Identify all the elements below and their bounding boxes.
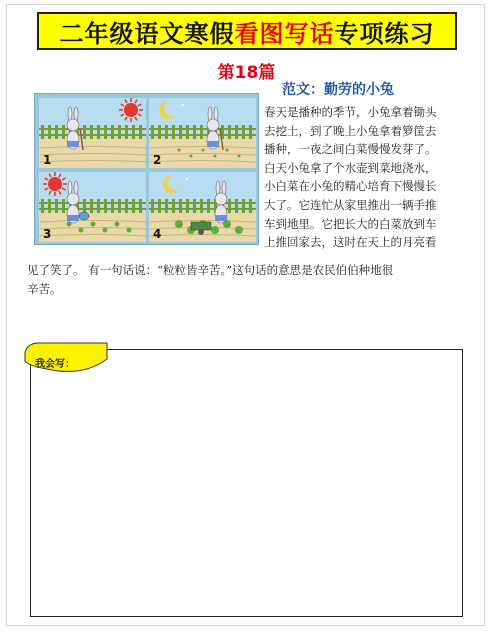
panel-number: 1 (43, 153, 52, 167)
passage-line: 上推回家去，这时在天上的月亮看 (264, 235, 437, 250)
seedling (238, 155, 241, 158)
fence-post (193, 199, 196, 213)
sun-icon (124, 103, 138, 117)
fence-post (249, 125, 252, 139)
seedling (178, 149, 181, 152)
article-number: 第18篇 (217, 63, 276, 83)
fence-post (235, 199, 238, 213)
rabbit-ear (74, 107, 78, 121)
rabbit-ear (222, 181, 226, 195)
seedling (103, 228, 108, 233)
rabbit-shorts (67, 141, 79, 147)
fence-post (200, 125, 203, 139)
rabbit-ear (208, 107, 212, 121)
fence-post (235, 125, 238, 139)
fence-post (151, 199, 154, 213)
ground (39, 138, 146, 168)
passage-line: 去挖土，到了晚上小兔拿着箩筐去 (264, 123, 437, 138)
passage-line: 大了。它连忙从家里推出一辆手推 (264, 197, 437, 212)
passage-line: 小白菜在小兔的精心培育下慢慢长 (264, 179, 437, 194)
title-part-3: 专项练习 (334, 19, 435, 48)
fence-post (83, 199, 86, 213)
fence-post (200, 199, 203, 213)
fence-post (186, 125, 189, 139)
watering-can (79, 212, 89, 220)
rabbit-shorts (207, 141, 219, 147)
fence-post (118, 199, 121, 213)
panel-number: 2 (153, 153, 162, 167)
rabbit-head (67, 193, 79, 205)
rabbit-ear (68, 107, 72, 121)
fence-post (172, 125, 175, 139)
rabbit-head (215, 193, 227, 205)
passage-line: 车到地里。它把长大的白菜放到车 (264, 216, 437, 231)
fence-post (41, 199, 44, 213)
fence-post (55, 199, 58, 213)
fence-post (186, 199, 189, 213)
worksheet-title (37, 12, 457, 50)
rabbit-ear (214, 107, 218, 121)
fence-post (165, 199, 168, 213)
rabbit-shorts (215, 215, 227, 221)
fence-post (139, 125, 142, 139)
seedling (91, 222, 96, 227)
seedling (175, 220, 183, 228)
seedling (211, 226, 219, 234)
fence-post (132, 199, 135, 213)
fence-post (48, 125, 51, 139)
passage-line: 春天是播种的季节，小兔拿着锄头 (264, 105, 437, 119)
passage-right-column (264, 103, 464, 252)
fence-post (83, 125, 86, 139)
seedling (115, 222, 120, 227)
rabbit-ear (68, 181, 72, 195)
fence-post (165, 125, 168, 139)
seedling (127, 228, 132, 233)
fence-post (62, 125, 65, 139)
rabbit-head (207, 119, 219, 131)
fence-post (48, 199, 51, 213)
panel-number: 4 (153, 227, 162, 241)
fence-post (104, 199, 107, 213)
seedling (235, 226, 243, 234)
comic-strip (34, 93, 259, 245)
title-part-1: 二年级语文寒假 (59, 19, 235, 48)
star-icon (182, 104, 184, 106)
fence-post (193, 125, 196, 139)
comic-panel-1 (39, 98, 146, 168)
rabbit-ear (216, 181, 220, 195)
fence-post (158, 125, 161, 139)
fence-post (139, 199, 142, 213)
fence-post (207, 199, 210, 213)
rabbit-head (67, 119, 79, 131)
fence-post (97, 125, 100, 139)
fence-post (125, 125, 128, 139)
comic-panel-2 (149, 98, 256, 168)
sun-icon (48, 177, 62, 191)
panel-number: 3 (43, 227, 52, 241)
passage-line: 播种，一夜之间白菜慢慢发芽了。 (264, 142, 437, 157)
star-icon (186, 178, 188, 180)
cart-wheel (198, 229, 204, 235)
fence-post (249, 199, 252, 213)
fence-post (242, 199, 245, 213)
fence-post (125, 199, 128, 213)
title-part-2: 看图写话 (234, 19, 335, 48)
seedling (79, 228, 84, 233)
fence-post (41, 125, 44, 139)
fence-post (97, 199, 100, 213)
fence-post (179, 125, 182, 139)
fence-post (228, 199, 231, 213)
seedling (190, 155, 193, 158)
sample-essay-title: 范文：勤劳的小兔 (282, 82, 394, 98)
comic-panel-4 (149, 172, 256, 242)
fence-post (158, 199, 161, 213)
fence-post (111, 125, 114, 139)
passage-line: 辛苦。 (27, 281, 62, 296)
fence-post (179, 199, 182, 213)
seedling (226, 149, 229, 152)
writing-area[interactable] (30, 349, 463, 617)
fence-post (228, 125, 231, 139)
fence-post (118, 125, 121, 139)
rabbit-shorts (67, 215, 79, 221)
passage-line: 白天小兔拿了个水壶到菜地浇水， (264, 160, 437, 175)
rabbit-ear (74, 181, 78, 195)
passage-full-width (27, 261, 467, 298)
passage-line: 见了笑了。 有一句话说：“粒粒皆辛苦。”这句话的意思是农民伯伯种地很 (27, 263, 394, 277)
ground (149, 138, 256, 168)
fence-post (62, 199, 65, 213)
fence-post (242, 125, 245, 139)
fence-post (90, 125, 93, 139)
fence-post (111, 199, 114, 213)
fence-post (55, 125, 58, 139)
comic-panel-3 (39, 172, 146, 242)
fence-post (132, 125, 135, 139)
fence-post (172, 199, 175, 213)
fence-post (90, 199, 93, 213)
cart (191, 222, 211, 230)
writing-label: 我会写： (35, 359, 75, 370)
fence-post (104, 125, 107, 139)
ground (39, 212, 146, 242)
seedling (214, 155, 217, 158)
seedling (202, 149, 205, 152)
fence-post (151, 125, 154, 139)
